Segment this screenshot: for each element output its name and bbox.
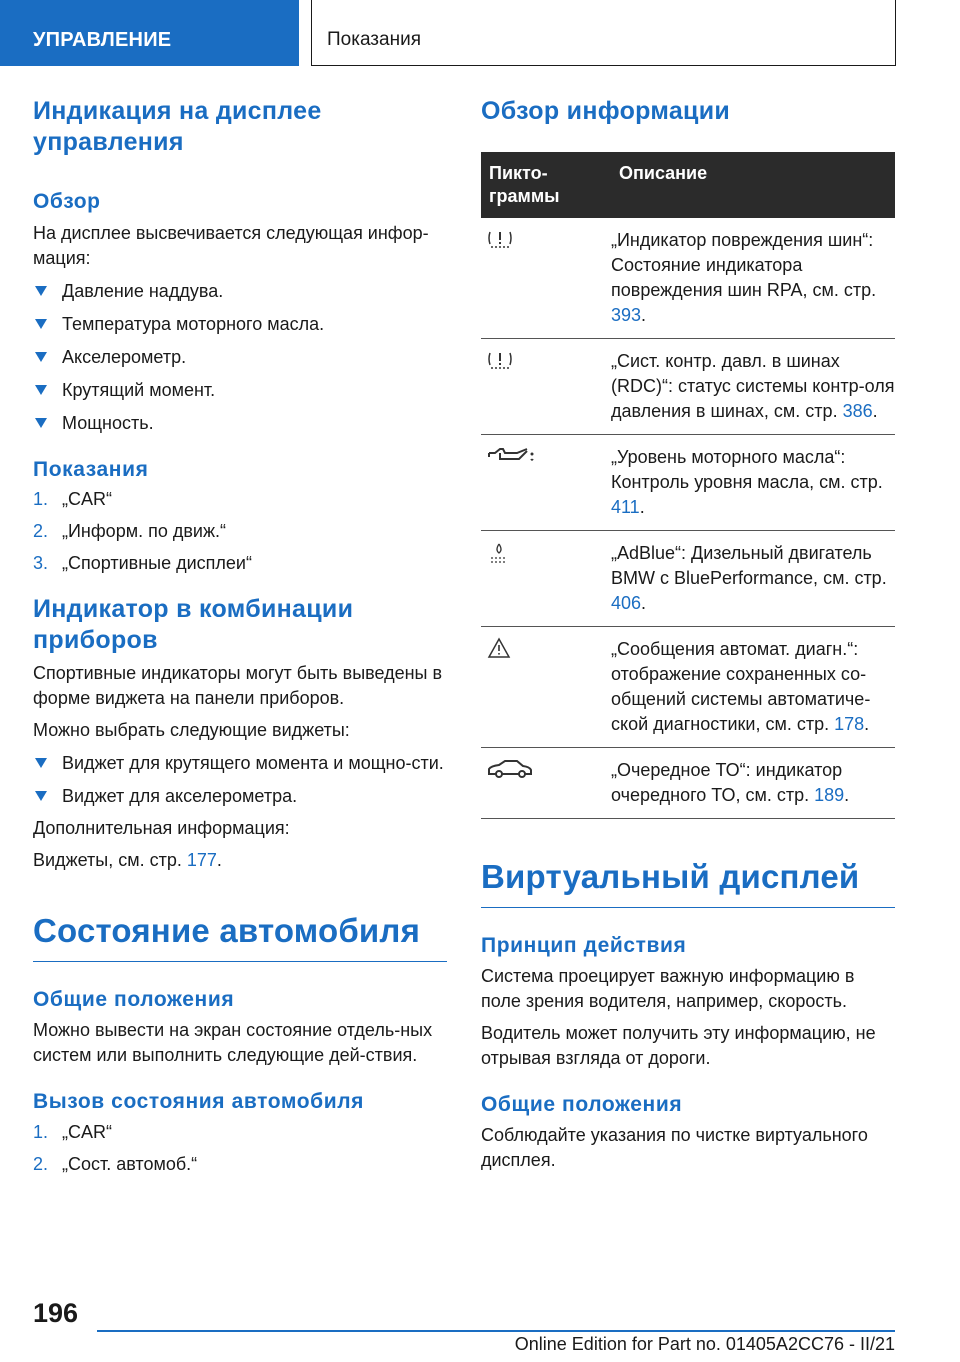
heading-principle: Принцип действия (481, 934, 687, 957)
tire-damage-icon (481, 218, 611, 339)
row-description: „Индикатор повреждения шин“: Состояние индикатора повреждения шин RPA, см. стр. 393. (611, 218, 895, 339)
table-header-icons: Пикто-граммы (481, 152, 611, 218)
heading-general: Общие положения (33, 988, 235, 1011)
warning-triangle-icon (481, 627, 611, 748)
page-link[interactable]: 406 (611, 593, 642, 613)
heading-display: Индикация на дисплее управления (33, 97, 322, 156)
list-item: Виджет для крутящего момента и мощно-сти. (33, 751, 447, 776)
list-item: Мощность. (33, 411, 447, 436)
bullet-triangle-icon (35, 319, 47, 329)
bullet-triangle-icon (35, 758, 47, 768)
overview-list (33, 279, 447, 436)
heading-overview: Обзор (33, 190, 101, 213)
heading-virtual: Виртуальный дисплей (481, 858, 860, 895)
list-item: 1. „CAR“ (33, 1122, 112, 1142)
edition-text: Online Edition for Part no. 01405A2CC76 - II/21 (514, 1334, 895, 1354)
heading-cluster: Индикатор в комбинации приборов (33, 595, 354, 654)
list-item: Акселерометр. (33, 345, 447, 370)
general-text-right: Соблюдайте указания по чистке виртуального дисплея. (481, 1125, 868, 1170)
widgets-ref: Виджеты, см. стр. 177. (33, 850, 222, 870)
list-item: Давление наддува. (33, 279, 447, 304)
general-text: Можно вывести на экран состояние отдель-ных систем или выполнить следующие дей-ствия. (33, 1020, 433, 1065)
heading-call: Вызов состояния автомобиля (33, 1090, 365, 1113)
table-row (481, 339, 895, 435)
page-link[interactable]: 411 (611, 497, 640, 517)
more-info-label: Дополнительная информация: (33, 818, 290, 838)
page-number: 196 (33, 1298, 79, 1328)
list-item: 1. „CAR“ (33, 489, 112, 509)
footer-divider (97, 1330, 895, 1332)
heading-readings: Показания (33, 458, 149, 481)
page-link[interactable]: 393 (611, 305, 642, 325)
list-item: 2. „Информ. по движ.“ (33, 521, 226, 541)
heading-info: Обзор информации (481, 97, 731, 125)
adblue-icon (481, 531, 611, 627)
right-column (481, 96, 895, 1173)
call-steps (33, 1120, 447, 1177)
cluster-text: Спортивные индикаторы могут быть выведены в форме виджета на панели приборов. (33, 663, 443, 708)
heading-virtual-wrap (481, 857, 895, 908)
principle-text: Система проецирует важную информацию в поле зрения водителя, например, скорость. (481, 966, 855, 1011)
list-item: Крутящий момент. (33, 378, 447, 403)
table-row (481, 748, 895, 819)
bullet-triangle-icon (35, 286, 47, 296)
heading-vehicle-wrap (33, 911, 447, 962)
service-car-icon (481, 748, 611, 819)
table-row (481, 627, 895, 748)
oil-level-icon (481, 435, 611, 531)
topic-header: Показания (311, 0, 896, 66)
table-row (481, 435, 895, 531)
row-description: „Сист. контр. давл. в шинах (RDC)“: статус системы контр-оля давления в шинах, см. стр. 386. (611, 339, 895, 435)
list-item: 2. „Сост. автомоб.“ (33, 1154, 198, 1174)
table-row (481, 218, 895, 339)
left-column (33, 96, 447, 1177)
cluster-text-2: Можно выбрать следующие виджеты: (33, 720, 350, 740)
row-description: „Уровень моторного масла“: Контроль уровня масла, см. стр. 411. (611, 435, 895, 531)
bullet-triangle-icon (35, 418, 47, 428)
row-description: „AdBlue“: Дизельный двигатель BMW с BluePerformance, см. стр. 406. (611, 531, 895, 627)
bullet-triangle-icon (35, 385, 47, 395)
list-item: Температура моторного масла. (33, 312, 447, 337)
row-description: „Очередное ТО“: индикатор очередного ТО, см. стр. 189. (611, 748, 895, 819)
page-link[interactable]: 178 (834, 714, 865, 734)
overview-text: На дисплее высвечивается следующая инфор-мация: (33, 223, 429, 268)
tire-pressure-icon (481, 339, 611, 435)
page-link[interactable]: 177 (186, 850, 217, 870)
cluster-list (33, 751, 447, 809)
bullet-triangle-icon (35, 352, 47, 362)
heading-vehicle: Состояние автомобиля (33, 912, 421, 949)
bullet-triangle-icon (35, 791, 47, 801)
heading-general-right: Общие положения (481, 1093, 683, 1116)
readings-list (33, 487, 447, 576)
info-table (481, 152, 895, 819)
principle-text-2: Водитель может получить эту информацию, не отрывая взгляда от дороги. (481, 1023, 876, 1068)
page-link[interactable]: 189 (814, 785, 845, 805)
section-tab: УПРАВЛЕНИЕ (0, 0, 299, 66)
list-item: Виджет для акселерометра. (33, 784, 447, 809)
list-item: 3. „Спортивные дисплеи“ (33, 553, 252, 573)
row-description: „Сообщения автомат. диагн.“: отображение сохраненных со-общений системы автоматиче-ской диагностики, см. стр. 178. (611, 627, 895, 748)
page-link[interactable]: 386 (842, 401, 873, 421)
table-row (481, 531, 895, 627)
table-header-description: Описание (611, 152, 895, 218)
